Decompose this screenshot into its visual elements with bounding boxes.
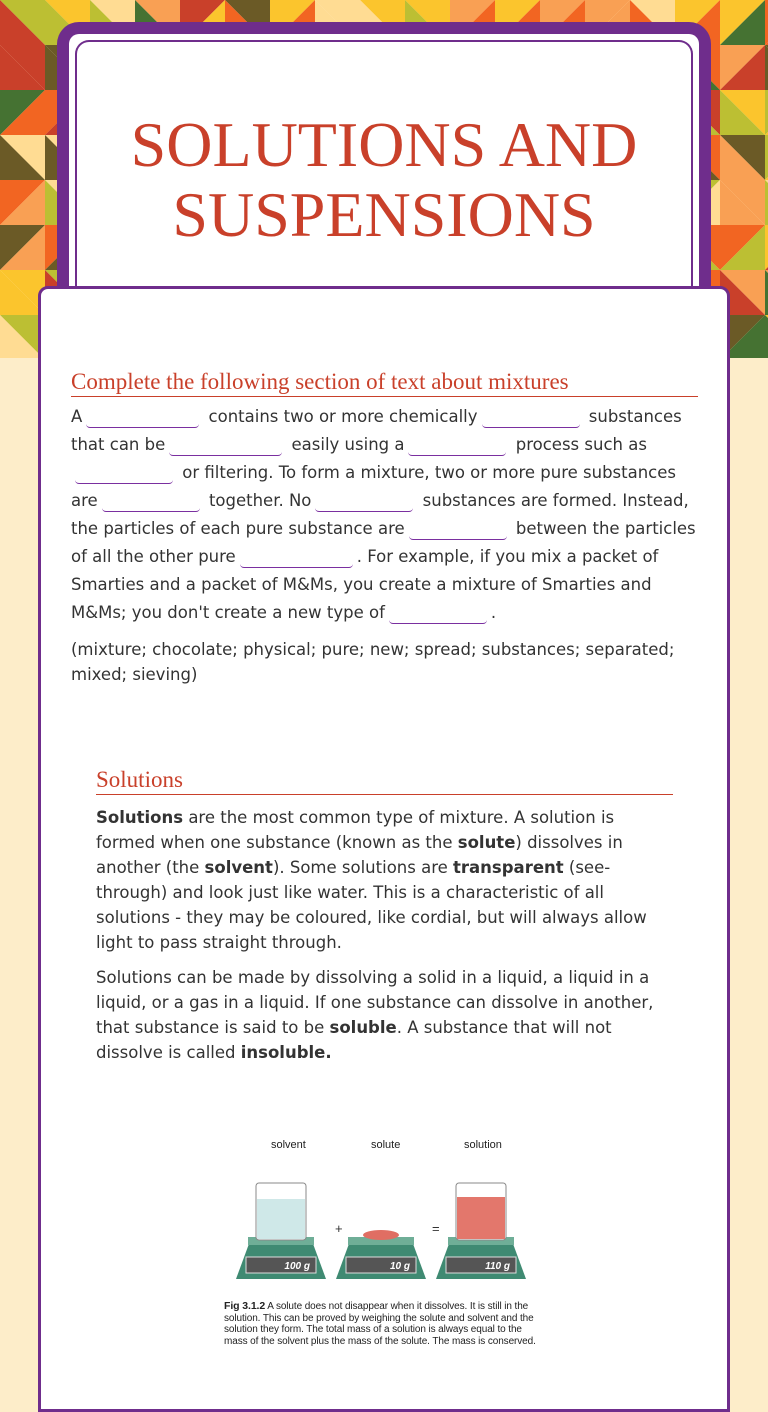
solutions-heading: Solutions	[96, 767, 673, 795]
blank-input-8[interactable]	[409, 525, 507, 540]
caption-text: A solute does not disappear when it dissolves. It is still in the solution. This can be proved by weighing the solute and solvent and the solution they form. The total mass of a solution is always equal to the mass of the solvent plus the mass of the solute. The mass is conserved.	[224, 1301, 536, 1347]
blank-input-1[interactable]	[86, 413, 199, 428]
content-card	[38, 286, 730, 1412]
figure-solvent-solute-solution	[224, 1139, 544, 1347]
solute-powder	[363, 1230, 399, 1240]
blank-input-7[interactable]	[315, 497, 413, 512]
text-segment: Solutions can be made by dissolving a solid in a liquid, a liquid in a liquid, or a gas in a liquid. If one substance can dissolve in another, that substance is said to be	[96, 968, 654, 1037]
text-segment: ) dissolves in another (the	[96, 833, 623, 877]
text-segment: are the most common type of mixture. A solution is formed when one substance (known as the	[96, 808, 615, 852]
text-segment: .	[490, 603, 497, 622]
water-liquid	[257, 1199, 305, 1239]
text-segment: . A substance that will not dissolve is called	[96, 1018, 612, 1062]
scales-illustration	[224, 1159, 534, 1289]
blank-input-9[interactable]	[240, 553, 353, 568]
bold-term: solute	[457, 833, 516, 852]
blank-input-5[interactable]	[75, 469, 173, 484]
text-segment: substances are formed. Instead, the particles of each pure substance are	[71, 491, 689, 538]
label-solute: solute	[371, 1139, 401, 1151]
reading-solution: 110 g	[485, 1261, 510, 1272]
blank-input-2[interactable]	[482, 413, 580, 428]
bold-term: Solutions	[96, 808, 184, 827]
figure-caption	[224, 1301, 536, 1347]
solutions-paragraph-2	[96, 965, 673, 1065]
fill-in-text	[71, 403, 698, 627]
caption-label: Fig 3.1.2	[224, 1300, 266, 1312]
scale-solution	[436, 1183, 526, 1279]
blank-input-10[interactable]	[389, 609, 487, 624]
title-card	[57, 22, 711, 324]
text-segment: contains two or more chemically	[208, 407, 478, 426]
blank-input-6[interactable]	[102, 497, 200, 512]
label-solution: solution	[464, 1139, 502, 1151]
equals-operator: =	[432, 1221, 440, 1236]
label-solvent: solvent	[271, 1139, 306, 1151]
scale-solvent	[236, 1183, 326, 1279]
text-segment: . For example, if you mix a packet of Smarties and a packet of M&Ms, you create a mixture of Smarties and M&Ms; you don't create a new type of	[71, 547, 659, 622]
text-segment: easily using a	[291, 435, 405, 454]
title-inner-frame	[75, 40, 693, 326]
page-title: SOLUTIONS AND SUSPENSIONS	[130, 109, 638, 250]
bold-term: solvent	[204, 858, 273, 877]
solutions-section	[96, 767, 673, 1065]
reading-solute: 10 g	[389, 1261, 410, 1272]
text-segment: between the particles of all the other pure	[71, 519, 696, 566]
text-segment: or filtering. To form a mixture, two or more pure substances are	[71, 463, 677, 510]
plus-operator: +	[335, 1221, 343, 1236]
scale-solute	[336, 1230, 426, 1279]
bold-term: insoluble.	[240, 1043, 332, 1062]
text-segment: process such as	[515, 435, 647, 454]
blank-input-4[interactable]	[408, 441, 506, 456]
text-segment: together. No	[208, 491, 312, 510]
text-segment: substances that can be	[71, 407, 682, 454]
bold-term: soluble	[329, 1018, 397, 1037]
bold-term: transparent	[453, 858, 564, 877]
mixtures-heading: Complete the following section of text about mixtures	[71, 369, 698, 397]
text-segment: ). Some solutions are	[272, 858, 454, 877]
blank-input-3[interactable]	[169, 441, 282, 456]
text-segment: A	[71, 407, 83, 426]
word-bank: (mixture; chocolate; physical; pure; new; spread; substances; separated; mixed; sieving)	[71, 640, 675, 684]
solution-liquid	[457, 1197, 505, 1239]
figure-labels	[224, 1139, 544, 1159]
mixtures-section	[71, 369, 698, 687]
solutions-paragraph-1	[96, 805, 673, 955]
text-segment: (see-through) and look just like water. This is a characteristic of all solutions - they may be coloured, like cordial, but will always allow light to pass straight through.	[96, 858, 647, 952]
reading-solvent: 100 g	[284, 1261, 310, 1272]
